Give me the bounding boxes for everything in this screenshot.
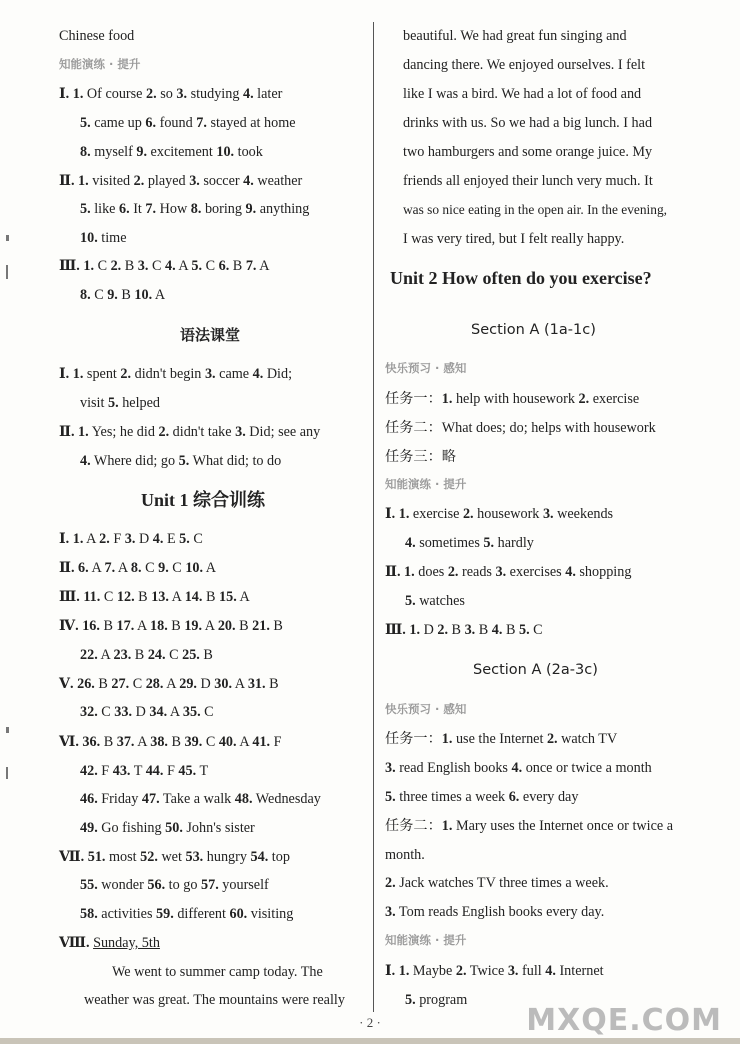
answer-line: month. <box>385 847 425 863</box>
answer-line: 任务一：1. help with housework 2. exercise <box>385 391 640 407</box>
essay-line: was so nice eating in the open air. In the evening, <box>403 202 668 217</box>
answer-line: 任务三：略 <box>385 449 456 465</box>
answer-line: Ⅲ. 1. D 2. B 3. B 4. B 5. C <box>385 622 543 638</box>
answer-line: 8. myself 9. excitement 10. took <box>80 144 263 160</box>
answer-line: Ⅰ. 1. Of course 2. so 3. studying 4. later <box>59 86 283 102</box>
answer-line: 5. program <box>405 992 468 1008</box>
answer-line: 10. time <box>80 230 127 246</box>
section-label: 知能演练 · 提升 <box>385 477 467 491</box>
margin-mark <box>6 235 9 241</box>
answer-line: 5. three times a week 6. every day <box>385 789 579 805</box>
answer-line: 任务一：1. use the Internet 2. watch TV <box>385 731 618 747</box>
answer-line: Ⅱ. 1. Yes; he did 2. didn't take 3. Did; see any <box>59 424 321 440</box>
column-divider <box>373 22 374 1012</box>
section-title: 语法课堂 <box>180 326 241 344</box>
answer-line: Ⅲ. 1. C 2. B 3. C 4. A 5. C 6. B 7. A <box>59 258 270 274</box>
answer-line: visit 5. helped <box>80 395 161 411</box>
unit-title: Unit 2 How often do you exercise? <box>390 268 652 288</box>
essay-line: weather was great. The mountains were really <box>84 992 345 1008</box>
answer-line: Ⅲ. 11. C 12. B 13. A 14. B 15. A <box>59 589 250 605</box>
margin-mark <box>6 727 9 733</box>
unit-title: Unit 1 综合训练 <box>141 490 266 510</box>
answer-line: 42. F 43. T 44. F 45. T <box>80 763 209 779</box>
section-label: 知能演练 · 提升 <box>59 57 141 71</box>
answer-line: Ⅰ. 1. A 2. F 3. D 4. E 5. C <box>59 531 203 547</box>
answer-line: 8. C 9. B 10. A <box>80 287 166 303</box>
essay-line: drinks with us. So we had a big lunch. I had <box>403 115 653 131</box>
answer-line: 5. watches <box>405 593 465 609</box>
answer-line: Ⅰ. 1. spent 2. didn't begin 3. came 4. Did; <box>59 366 293 382</box>
page-number: · 2 · <box>359 1015 381 1030</box>
section-label: 知能演练 · 提升 <box>385 933 467 947</box>
answer-line: 32. C 33. D 34. A 35. C <box>80 704 214 720</box>
essay-line: We went to summer camp today. The <box>112 964 323 980</box>
essay-line: like I was a bird. We had a lot of food and <box>403 86 642 102</box>
section-label: 快乐预习 · 感知 <box>385 361 467 375</box>
answer-line: 2. Jack watches TV three times a week. <box>385 875 609 891</box>
section-label: 快乐预习 · 感知 <box>385 702 467 716</box>
essay-line: friends all enjoyed their lunch very much. It <box>403 173 653 189</box>
answer-line: Ⅶ. 51. most 52. wet 53. hungry 54. top <box>59 849 290 865</box>
margin-mark <box>6 767 8 779</box>
section-title: Section A (2a-3c) <box>473 662 598 678</box>
answer-line: 5. came up 6. found 7. stayed at home <box>80 115 296 131</box>
answer-line: Ⅱ. 1. does 2. reads 3. exercises 4. shopping <box>385 564 632 580</box>
answer-line: Ⅱ. 1. visited 2. played 3. soccer 4. weather <box>59 173 303 189</box>
essay-line: two hamburgers and some orange juice. My <box>403 144 653 160</box>
essay-line: beautiful. We had great fun singing and <box>403 28 627 44</box>
section-title: Section A (1a-1c) <box>471 322 596 338</box>
essay-line: dancing there. We enjoyed ourselves. I felt <box>403 57 646 73</box>
answer-line: Ⅷ. Sunday, 5th <box>59 935 160 951</box>
answer-line: 任务二：What does; do; helps with housework <box>385 420 656 436</box>
answer-line: 46. Friday 47. Take a walk 48. Wednesday <box>80 791 321 807</box>
answer-line: 4. Where did; go 5. What did; to do <box>80 453 282 469</box>
top-line: Chinese food <box>59 28 135 44</box>
margin-mark <box>6 265 8 279</box>
answer-line: Ⅵ. 36. B 37. A 38. B 39. C 40. A 41. F <box>59 734 282 750</box>
watermark-text: MXQE.COM <box>526 1003 722 1038</box>
answer-line: 58. activities 59. different 60. visiting <box>80 906 294 922</box>
essay-line: I was very tired, but I felt really happy. <box>403 231 625 247</box>
answer-line: Ⅰ. 1. Maybe 2. Twice 3. full 4. Internet <box>385 963 604 979</box>
bottom-band <box>0 1038 740 1044</box>
answer-line: 49. Go fishing 50. John's sister <box>80 820 255 836</box>
answer-line: Ⅰ. 1. exercise 2. housework 3. weekends <box>385 506 614 522</box>
answer-line: 3. Tom reads English books every day. <box>385 904 605 920</box>
answer-line: 5. like 6. It 7. How 8. boring 9. anything <box>80 201 310 217</box>
answer-line: 22. A 23. B 24. C 25. B <box>80 647 213 663</box>
answer-line: 3. read English books 4. once or twice a month <box>385 760 652 776</box>
answer-line: Ⅱ. 6. A 7. A 8. C 9. C 10. A <box>59 560 217 576</box>
answer-line: Ⅳ. 16. B 17. A 18. B 19. A 20. B 21. B <box>59 618 283 634</box>
answer-line: 4. sometimes 5. hardly <box>405 535 534 551</box>
answer-line: Ⅴ. 26. B 27. C 28. A 29. D 30. A 31. B <box>59 676 279 692</box>
answer-line: 任务二：1. Mary uses the Internet once or twice a <box>385 818 674 834</box>
answer-line: 55. wonder 56. to go 57. yourself <box>80 877 269 893</box>
